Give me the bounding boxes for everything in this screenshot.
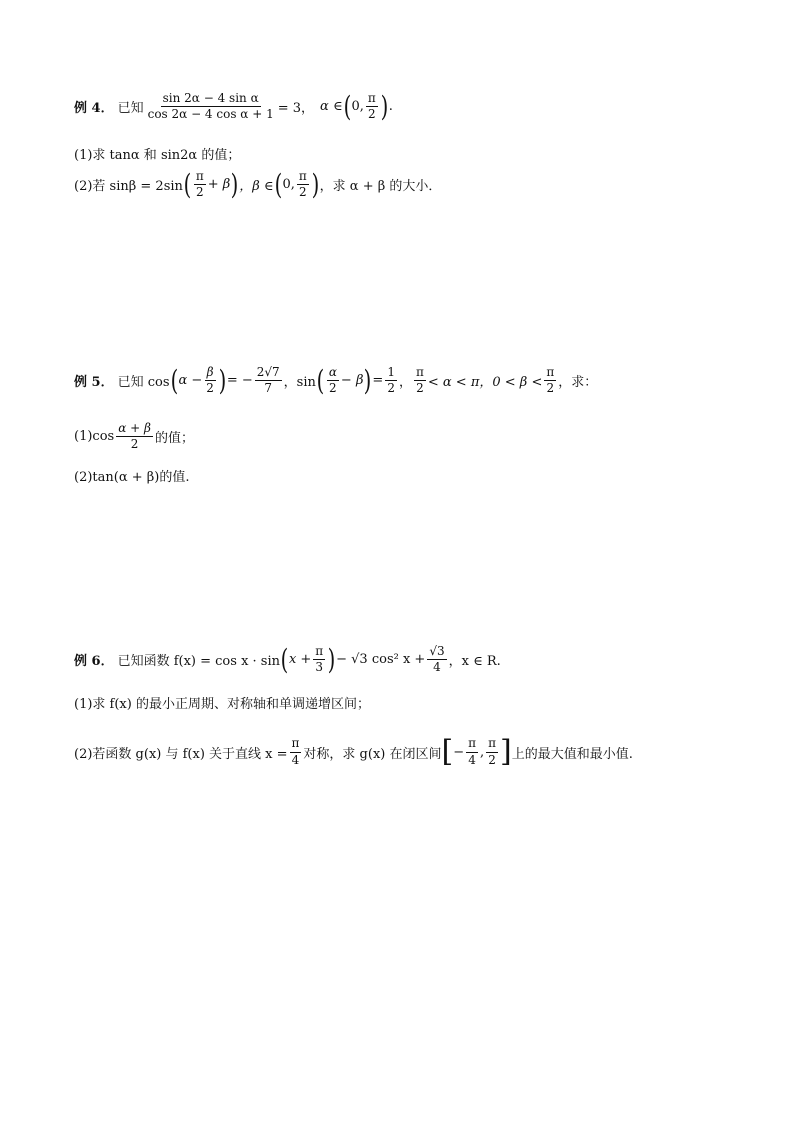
ex4-eq: = 3，	[277, 101, 315, 117]
ex4-fraction: $\frac{\text{sin 2α − 4 sin α}}{\text{cos 2α − 4 cos α + 1}}$	[147, 91, 274, 122]
ex4-pi-half: $\frac{\pi}{2}$	[367, 91, 376, 122]
ex6-statement: 例 6． 已知函数 f(x) = cos x · sin ( x + $\frac{\pi}{3}$ ) − √3 cos² x + $\frac{√3}{4}$ ，x ∈ R.	[74, 642, 501, 676]
ex4-question-1: (1)求 tanα 和 sin2α 的值；	[74, 148, 241, 163]
ex4-statement: 例 4． 已知 $\frac{\text{sin 2α − 4 sin α}}{\text{cos 2α − 4 cos α + 1}}$ = 3， α ∈ ( 0, $\frac{\pi}{2}$ ) .	[74, 89, 393, 123]
ex5-label: 例 5．	[74, 375, 114, 391]
ex4-label: 例 4．	[74, 101, 114, 117]
ex5-question-1: (1)cos $\frac{\alpha + \beta}{2}$ 的值；	[74, 421, 194, 452]
ex5-question-2: (2)tan(α + β)的值.	[74, 470, 190, 485]
ex6-question-2: (2)若函数 g(x) 与 f(x) 关于直线 x = $\frac{\pi}{4}$ 对称，求 g(x) 在闭区间 [ − $\frac{\pi}{4}$ , $\frac{\pi}{2}$ ] 上的最大值和最小值.	[74, 734, 633, 769]
ex6-question-1: (1)求 f(x) 的最小正周期、对称轴和单调递增区间；	[74, 697, 370, 712]
ex4-intro: 已知	[117, 101, 144, 117]
ex4-alpha-in: α ∈	[320, 99, 343, 115]
ex4-question-2: (2)若 sinβ = 2sin ( $\frac{\pi}{2}$ + β ) ，β ∈ ( 0, $\frac{\pi}{2}$ ) ，求 α + β 的大小．	[74, 167, 442, 201]
ex6-label: 例 6．	[74, 654, 114, 670]
ex5-statement: 例 5． 已知 cos ( α − $\frac{\beta}{2}$ ) = − $\frac{2√7}{7}$ ，sin ( $\frac{\alpha}{2}$ − β ) = $\frac{1}{2}$ ， $\frac{\pi}{2}$ < α < π，0 < β < $\frac{\pi}{2}$ ，求：	[74, 363, 598, 397]
